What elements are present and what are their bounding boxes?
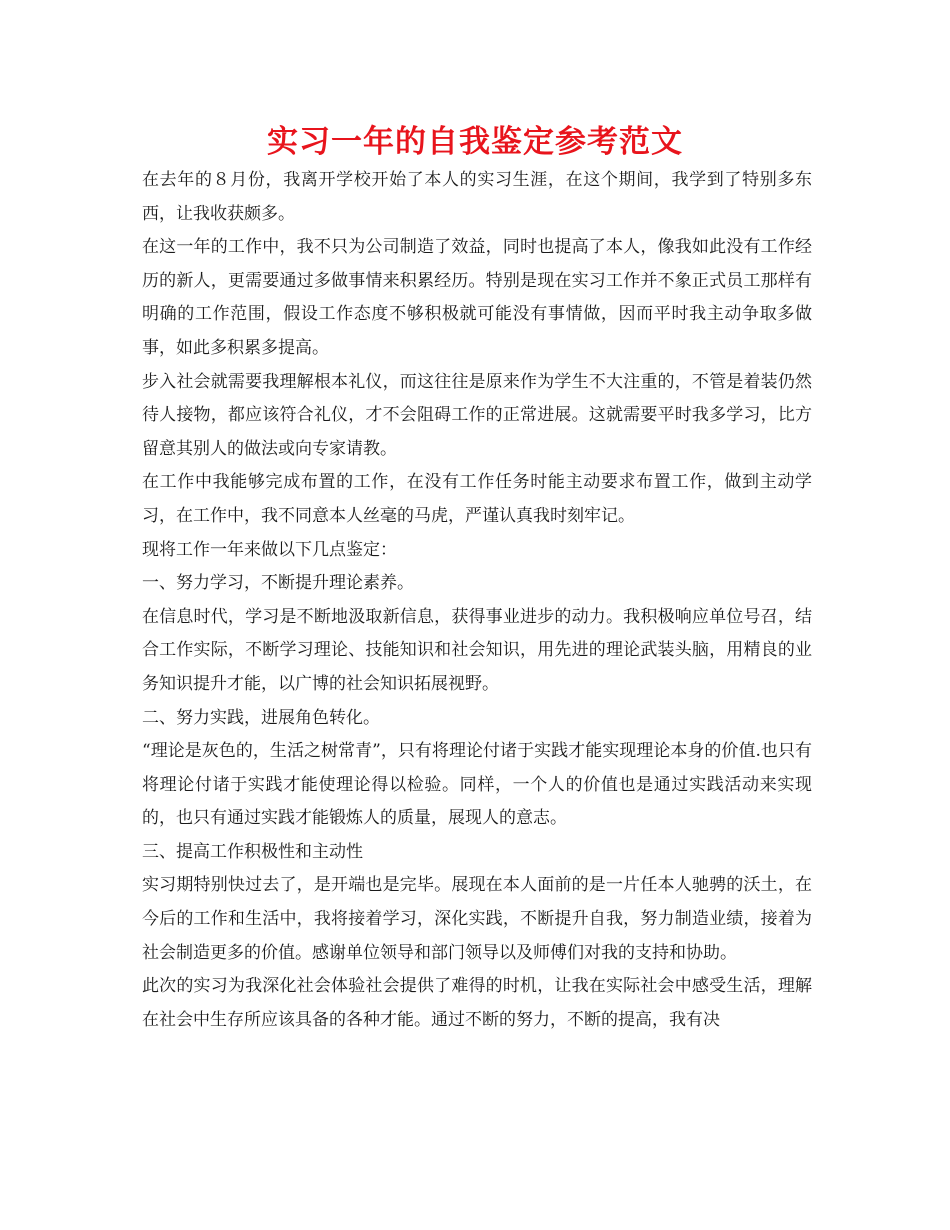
paragraph: 在信息时代，学习是不断地汲取新信息，获得事业进步的动力。我积极响应单位号召，结合工作实际，不断学习理论、技能知识和社会知识，用先进的理论武装头脑，用精良的业务知识提升才能，以广博的社会知识拓展视野。 xyxy=(142,606,812,694)
paragraph: 步入社会就需要我理解根本礼仪，而这往往是原来作为学生不大注重的，不管是着装仍然待人接物，都应该符合礼仪，才不会阻碍工作的正常进展。这就需要平时我多学习，比方留意其别人的做法或向专家请教。 xyxy=(142,371,812,459)
section-heading: 二、努力实践，进展角色转化。 xyxy=(142,707,380,728)
paragraph: “理论是灰色的，生活之树常青”，只有将理论付诸于实践才能实现理论本身的价值.也只有将理论付诸于实践才能使理论得以检验。同样，一个人的价值也是通过实践活动来实现的，也只有通过实践才能锻炼人的质量，展现人的意志。 xyxy=(142,741,812,829)
paragraph: 现将工作一年来做以下几点鉴定： xyxy=(142,539,397,560)
section-heading: 三、提高工作积极性和主动性 xyxy=(142,841,363,862)
paragraph: 实习期特别快过去了，是开端也是完毕。展现在本人面前的是一片任本人驰骋的沃土，在今后的工作和生活中，我将接着学习，深化实践，不断提升自我，努力制造业绩，接着为社会制造更多的价值。感谢单位领导和部门领导以及师傅们对我的支持和协助。 xyxy=(142,875,812,963)
paragraph: 此次的实习为我深化社会体验社会提供了难得的时机，让我在实际社会中感受生活，理解在社会中生存所应该具备的各种才能。通过不断的努力，不断的提高，我有决 xyxy=(142,976,812,1030)
paragraph: 在去年的８月份，我离开学校开始了本人的实习生涯，在这个期间，我学到了特别多东西，让我收获颇多。 xyxy=(142,170,812,224)
section-heading: 一、努力学习，不断提升理论素养。 xyxy=(142,573,414,594)
paragraph: 在这一年的工作中，我不只为公司制造了效益，同时也提高了本人，像我如此没有工作经历的新人，更需要通过多做事情来积累经历。特别是现在实习工作并不象正式员工那样有明确的工作范围，假设工作态度不够积极就可能没有事情做，因而平时我主动争取多做事，如此多积累多提高。 xyxy=(142,237,812,358)
paragraph: 在工作中我能够完成布置的工作，在没有工作任务时能主动要求布置工作，做到主动学习，在工作中，我不同意本人丝毫的马虎，严谨认真我时刻牢记。 xyxy=(142,472,812,526)
document-body xyxy=(142,164,812,1037)
document-title: 实习一年的自我鉴定参考范文 xyxy=(267,124,683,160)
